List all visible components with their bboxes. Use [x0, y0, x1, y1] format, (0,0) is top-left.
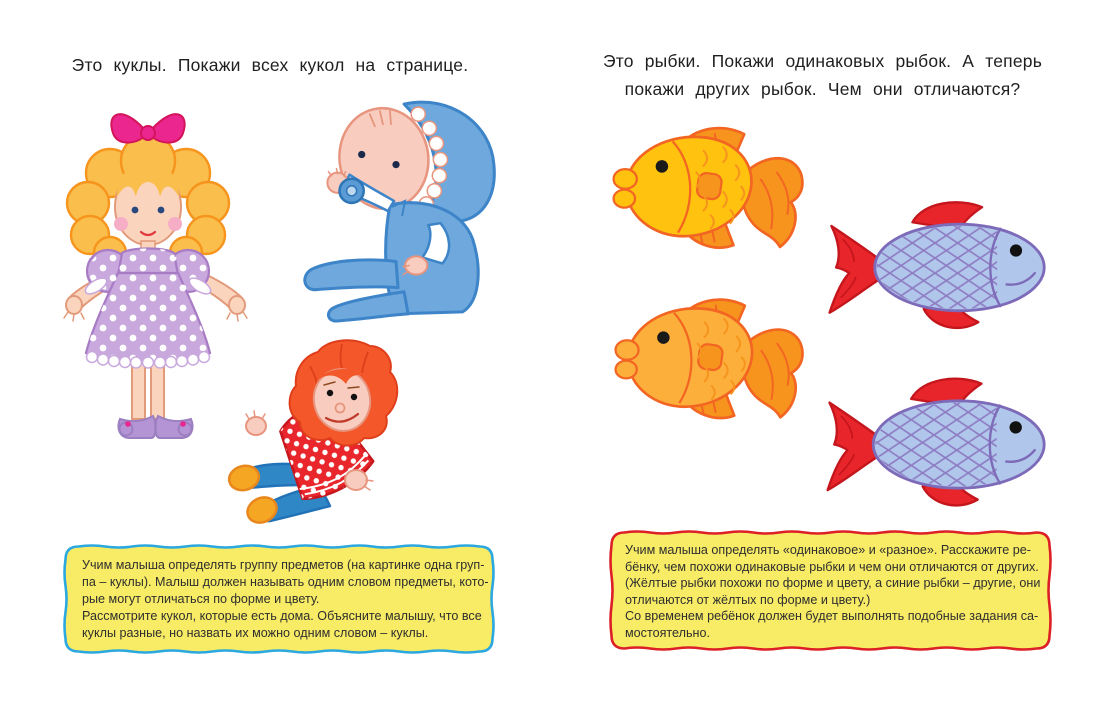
left-note-text	[63, 544, 495, 642]
right-title-line-2: покажи других рыбок. Чем они отличаются?	[624, 79, 1021, 99]
left-page-title: Это куклы. Покажи всех кукол на странице.	[71, 55, 469, 75]
blue-fish-illustration-top	[822, 197, 1048, 337]
right-note-text	[609, 530, 1052, 641]
note-line: (Жёлтые рыбки похожи по форме и цвету, а синие рыбки – другие, они	[625, 576, 1041, 590]
baby-doll-illustration	[291, 98, 498, 324]
note-line: отличаются от жёлтых по форме и цвету.)	[625, 592, 871, 607]
right-note-box	[609, 530, 1052, 651]
note-line: Учим малыша определять группу предметов (на картинке одна груп-	[82, 558, 485, 572]
note-line: мостоятельно.	[625, 625, 710, 640]
note-line: Рассмотрите кукол, которые есть дома. Объясните малышу, что все	[82, 609, 482, 623]
goldfish-illustration-top	[610, 112, 814, 262]
note-line: па – куклы). Малыш должен называть одним словом предметы, кото-	[82, 575, 489, 589]
note-line: куклы разные, но назвать их можно одним словом – куклы.	[82, 626, 429, 640]
note-line: Со временем ребёнок должен будет выполнять подобные задания са-	[625, 609, 1039, 623]
left-note-box	[63, 544, 495, 654]
rag-doll-illustration	[222, 338, 434, 530]
blue-fish-illustration-bottom	[820, 374, 1048, 514]
note-line: Учим малыша определять «одинаковое» и «разное». Расскажите ре-	[625, 543, 1032, 557]
note-line: бёнку, чем похожи одинаковые рыбки и чем они отличаются от других.	[625, 559, 1039, 574]
right-title-line-1: Это рыбки. Покажи одинаковых рыбок. А теперь	[602, 51, 1043, 71]
goldfish-illustration-bottom	[612, 284, 814, 432]
right-page-title	[570, 47, 1075, 103]
note-line: рые могут отличаться по форме и цвету.	[82, 592, 320, 606]
right-page	[550, 0, 1099, 701]
